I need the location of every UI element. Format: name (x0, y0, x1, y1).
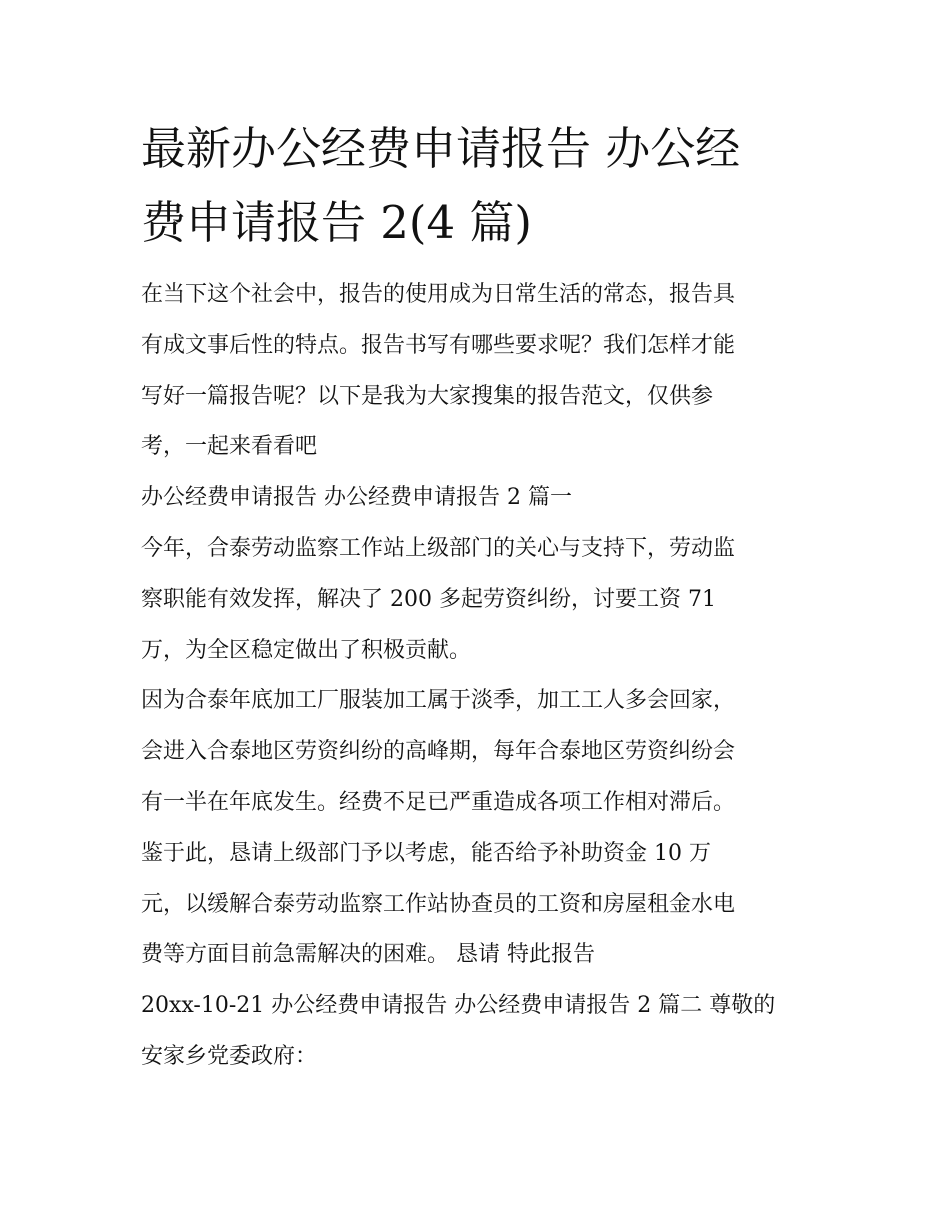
section-heading-1: 办公经费申请报告 办公经费申请报告 2 篇一 (141, 485, 572, 511)
body-line: 在当下这个社会中，报告的使用成为日常生活的常态，报告具 (141, 282, 736, 307)
body-line: 有一半在年底发生。经费不足已严重造成各项工作相对滞后。 (141, 789, 736, 815)
document-body (141, 270, 813, 1083)
body-line: 费等方面目前急需解决的困难。 恳请 特此报告 (141, 942, 595, 968)
body-line: 察职能有效发挥，解决了 200 多起劳资纠纷，讨要工资 71 (141, 586, 716, 612)
document-title (141, 112, 813, 260)
body-line: 万，为全区稳定做出了积极贡献。 (141, 637, 472, 663)
body-line: 鉴于此，恳请上级部门予以考虑，能否给予补助资金 10 万 (141, 840, 711, 866)
body-line: 写好一篇报告呢？以下是我为大家搜集的报告范文，仅供参 (141, 383, 714, 409)
document-content (141, 112, 813, 1083)
body-line: 今年，合泰劳动监察工作站上级部门的关心与支持下，劳动监 (141, 535, 736, 561)
body-line: 20xx-10-21 办公经费申请报告 办公经费申请报告 2 篇二 尊敬的 (141, 993, 776, 1019)
body-line: 元，以缓解合泰劳动监察工作站协查员的工资和房屋租金水电 (141, 891, 736, 917)
title-line-1: 最新办公经费申请报告 办公经 (141, 122, 741, 175)
body-line: 安家乡党委政府： (141, 1043, 318, 1069)
body-line: 因为合泰年底加工厂服装加工属于淡季，加工工人多会回家， (141, 688, 736, 714)
body-line: 会进入合泰地区劳资纠纷的高峰期，每年合泰地区劳资纠纷会 (141, 739, 736, 765)
body-line: 考，一起来看看吧 (141, 434, 318, 460)
title-line-2: 费申请报告 2(4 篇) (141, 196, 532, 249)
body-line: 有成文事后性的特点。报告书写有哪些要求呢？我们怎样才能 (141, 332, 736, 358)
